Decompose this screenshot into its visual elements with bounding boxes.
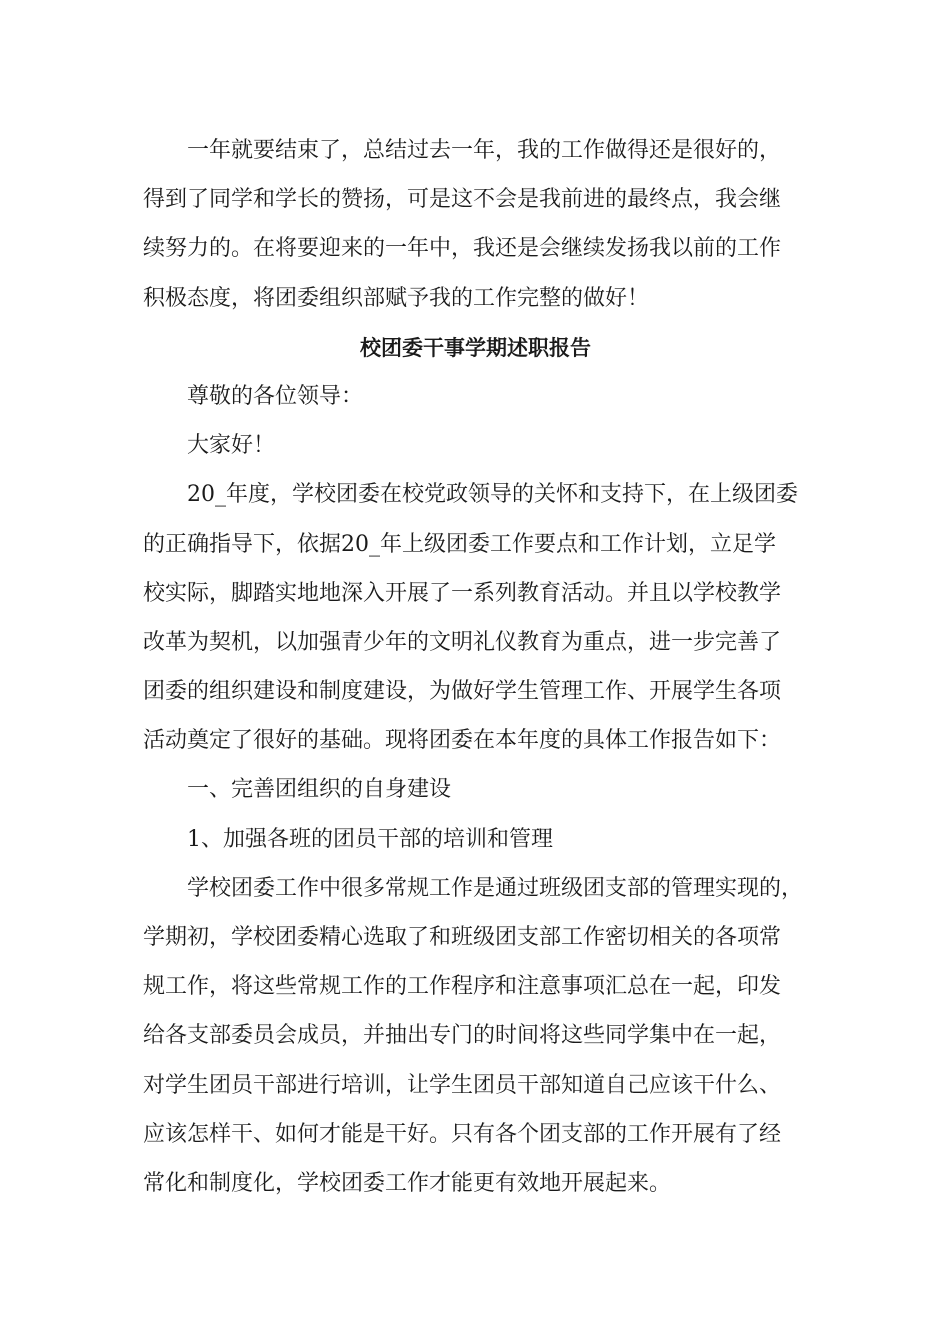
paragraph-line: 20_年度，学校团委在校党政领导的关怀和支持下，在上级团委 — [187, 482, 798, 508]
paragraph-line: 学期初，学校团委精心选取了和班级团支部工作密切相关的各项常 — [143, 925, 782, 950]
section-heading: 一、完善团组织的自身建设 — [187, 777, 452, 803]
paragraph-line: 的正确指导下，依据20_年上级团委工作要点和工作计划，立足学 — [143, 531, 776, 557]
paragraph-line: 对学生团员干部进行培训，让学生团员干部知道自己应该干什么、 — [143, 1072, 782, 1098]
paragraph-line: 应该怎样干、如何才能是干好。只有各个团支部的工作开展有了经 — [143, 1121, 782, 1147]
document-body — [143, 126, 808, 1208]
greeting: 大家好！ — [187, 433, 276, 459]
paragraph-line: 改革为契机，以加强青少年的文明礼仪教育为重点，进一步完善了 — [143, 629, 782, 655]
report-paragraph-1 — [143, 470, 808, 765]
paragraph-line: 给各支部委员会成员，并抽出专门的时间将这些同学集中在一起， — [143, 1023, 782, 1049]
salutation: 尊敬的各位领导： — [187, 383, 364, 409]
document-title: 校团委干事学期述职报告 — [360, 334, 591, 360]
report-paragraph-2 — [143, 864, 808, 1208]
intro-paragraph — [143, 126, 808, 323]
paragraph-line: 校实际，脚踏实地地深入开展了一系列教育活动。并且以学校教学 — [143, 580, 782, 606]
paragraph-line: 续努力的。在将要迎来的一年中，我还是会继续发扬我以前的工作 — [143, 236, 782, 262]
paragraph-line: 规工作，将这些常规工作的工作程序和注意事项汇总在一起，印发 — [143, 974, 782, 1000]
paragraph-line: 一年就要结束了，总结过去一年，我的工作做得还是很好的， — [187, 138, 782, 163]
paragraph-line: 团委的组织建设和制度建设，为做好学生管理工作、开展学生各项 — [143, 679, 782, 705]
paragraph-line: 得到了同学和学长的赞扬，可是这不会是我前进的最终点，我会继 — [143, 187, 782, 213]
paragraph-line: 积极态度，将团委组织部赋予我的工作完整的做好！ — [143, 285, 650, 311]
paragraph-line: 常化和制度化，学校团委工作才能更有效地开展起来。 — [143, 1170, 672, 1196]
paragraph-line: 活动奠定了很好的基础。现将团委在本年度的具体工作报告如下： — [143, 728, 782, 754]
subsection-heading: 1、加强各班的团员干部的培训和管理 — [187, 826, 553, 852]
paragraph-line: 学校团委工作中很多常规工作是通过班级团支部的管理实现的， — [187, 875, 804, 901]
